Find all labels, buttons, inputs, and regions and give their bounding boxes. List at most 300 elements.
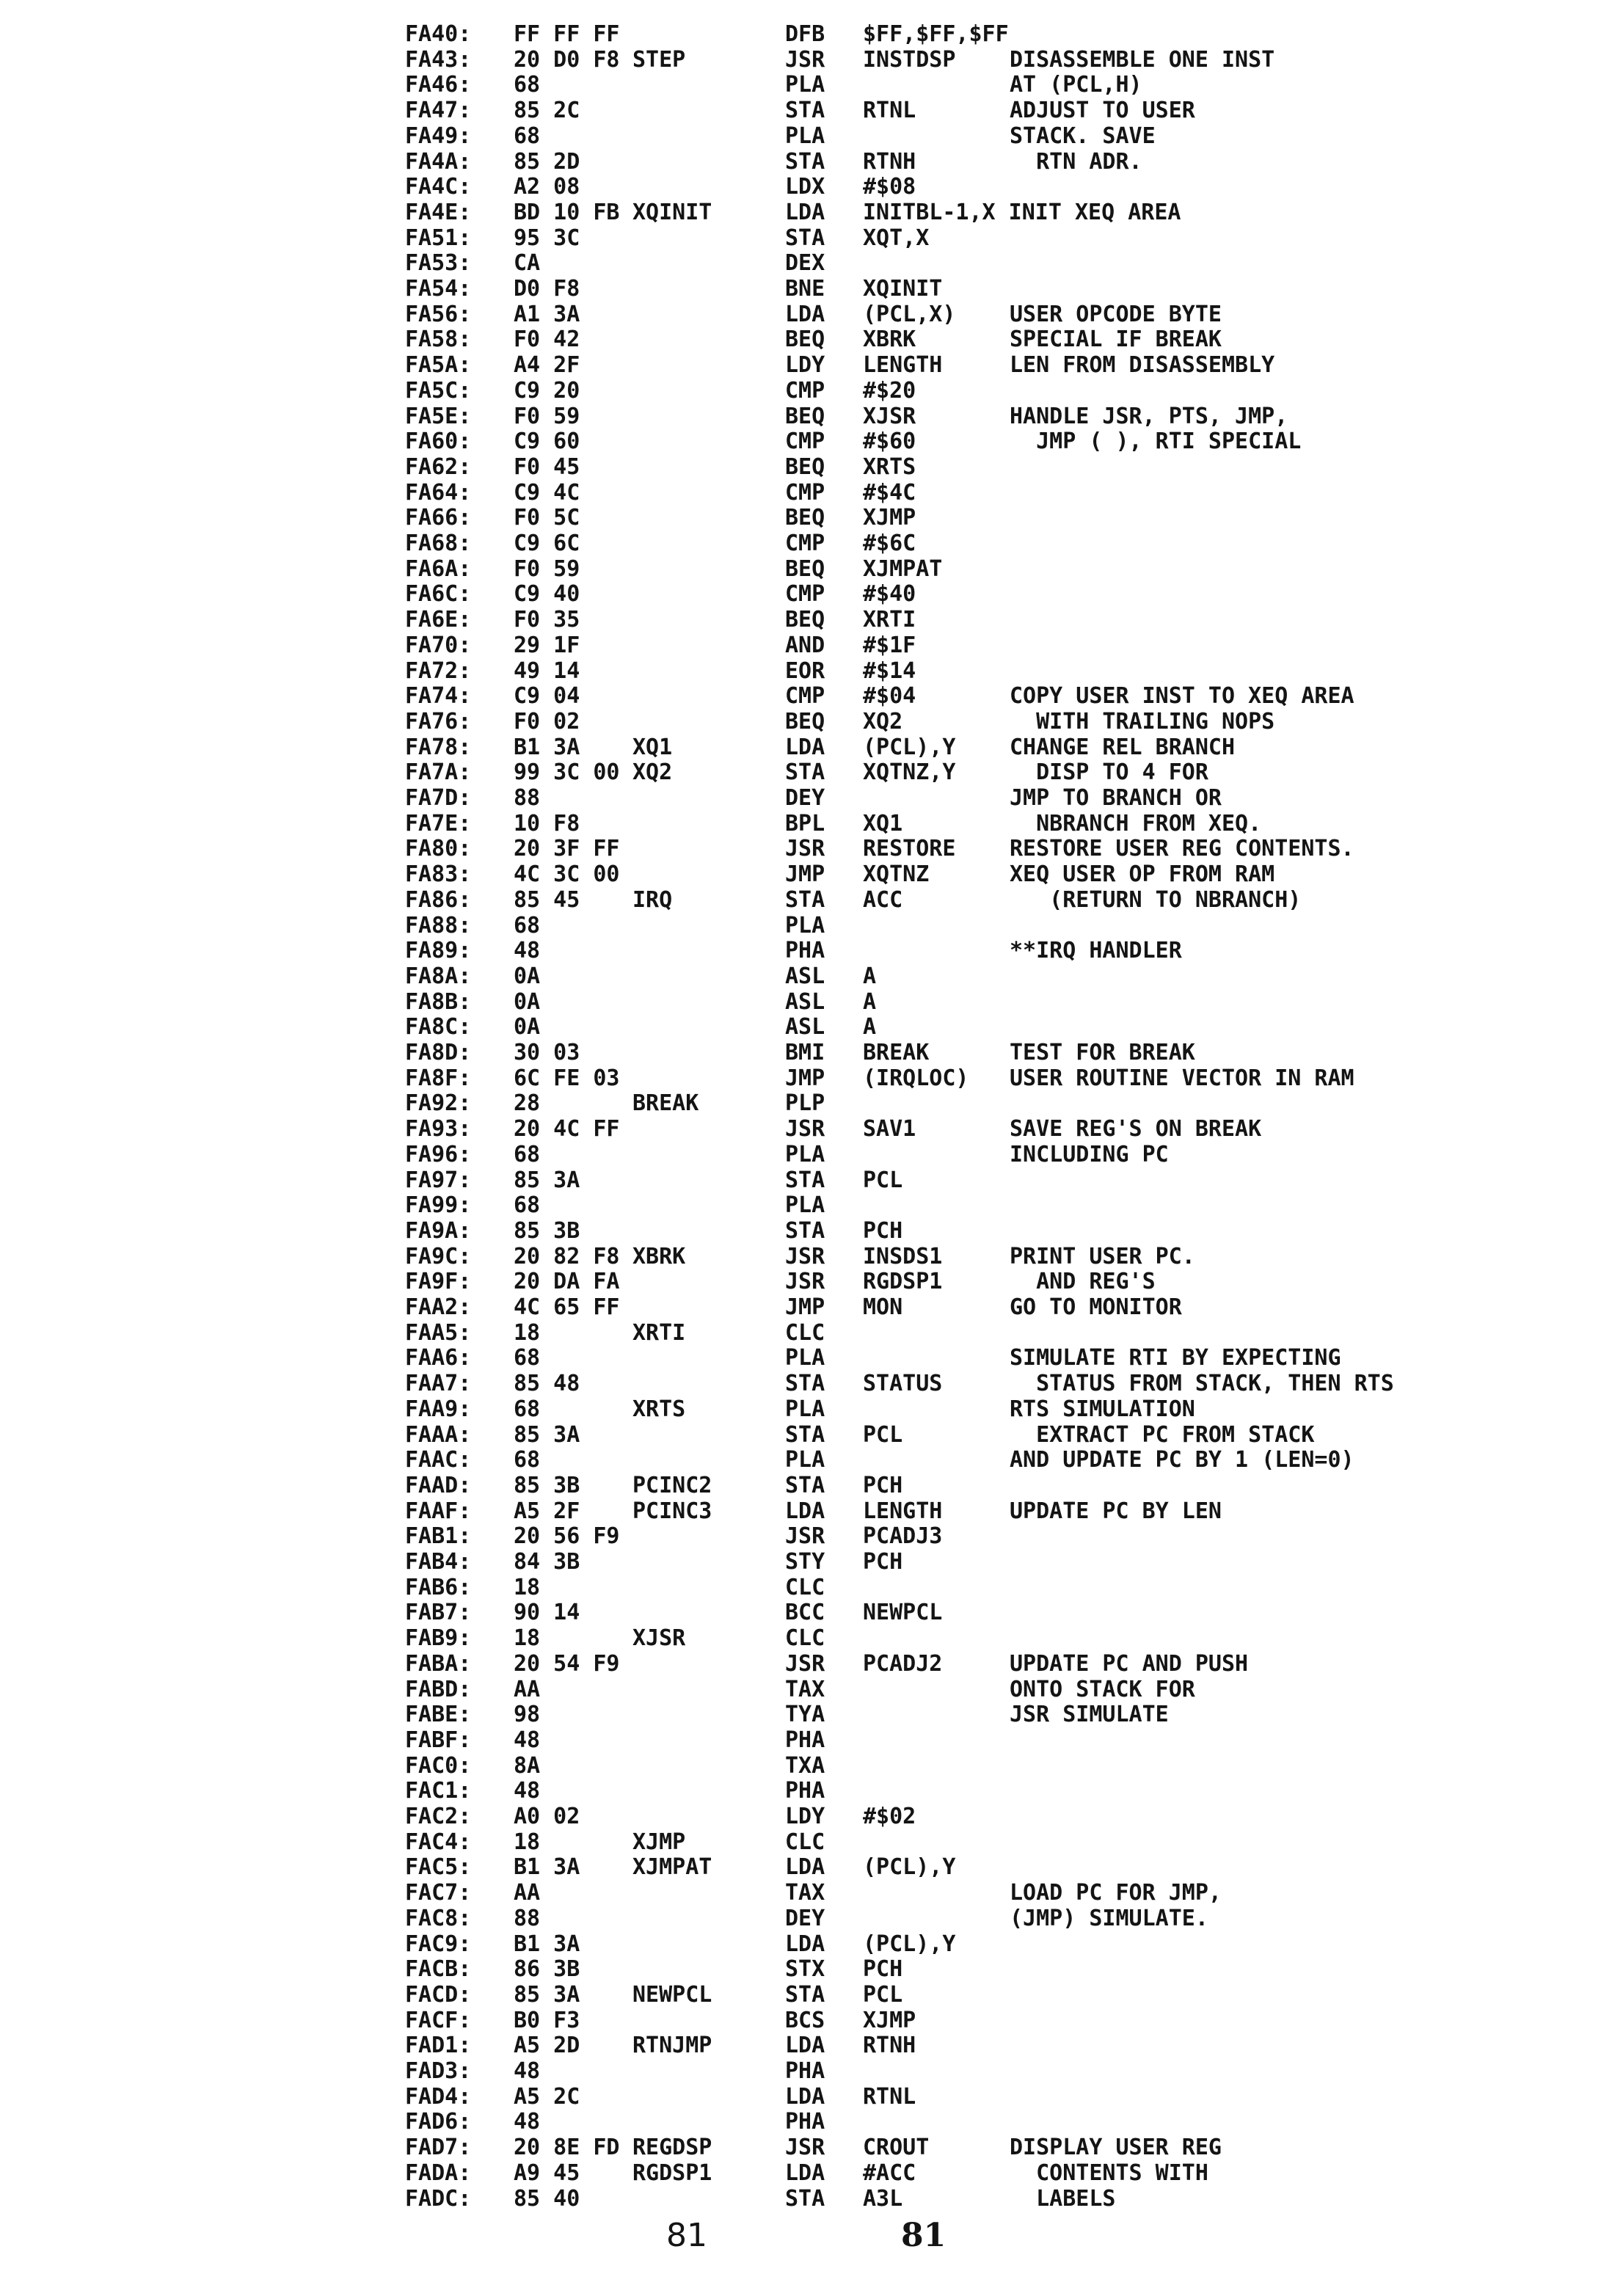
listing-line [0,124,1623,149]
opcode: STA [785,1167,825,1193]
operand: RESTORE [863,836,956,862]
line-comment: SPECIAL IF BREAK [1010,327,1222,353]
address: FA76: [405,708,472,735]
operand: BREAK [863,1040,930,1065]
opcode: JSR [785,1523,825,1550]
opcode: JSR [785,1650,825,1677]
object-bytes: 85 3A [514,1167,580,1193]
symbol-label: IRQ [632,886,673,913]
opcode: BEQ [785,555,825,582]
listing-line [0,1855,1623,1880]
listing-line [0,200,1623,225]
object-bytes: 4C 65 FF [514,1294,620,1320]
address: FA89: [405,938,472,964]
address: FA53: [405,250,472,277]
object-bytes: 95 3C [514,225,580,251]
operand: #$1F [863,632,916,658]
object-bytes: 20 4C FF [514,1116,620,1142]
address: FA97: [405,1167,472,1193]
operand: #$14 [863,657,916,684]
line-comment: HANDLE JSR, PTS, JMP, [1010,403,1288,429]
listing-line [0,837,1623,861]
opcode: STA [785,1981,825,2008]
operand: RTNL [863,98,916,124]
operand: CROUT [863,2135,930,2161]
symbol-label: STEP [632,46,686,73]
address: FAAC: [405,1447,472,1473]
operand: XJMP [863,505,916,531]
operand: RTNH [863,2033,916,2059]
listing-line [0,1193,1623,1218]
symbol-label: BREAK [632,1090,699,1117]
address: FA83: [405,861,472,888]
opcode: CLC [785,1829,825,1855]
object-bytes: C9 20 [514,377,580,404]
listing-line [0,175,1623,200]
opcode: JSR [785,2135,825,2161]
object-bytes: 20 54 F9 [514,1650,620,1677]
operand: (PCL),Y [863,1854,956,1881]
listing-line [0,557,1623,582]
listing-line [0,2161,1623,2186]
object-bytes: B1 3A [514,1854,580,1881]
address: FABD: [405,1676,472,1702]
object-bytes: 85 45 [514,886,580,913]
line-comment: SAVE REG'S ON BREAK [1010,1116,1262,1142]
object-bytes: 68 [514,1141,541,1167]
line-comment: LABELS [1010,2185,1116,2212]
symbol-label: REGDSP [632,2135,712,2161]
listing-line [0,1295,1623,1320]
listing-line [0,786,1623,811]
address: FAAF: [405,1498,472,1524]
line-comment: STATUS FROM STACK, THEN RTS [1010,1371,1394,1397]
operand: XQINIT [863,276,943,302]
operand: #$04 [863,683,916,710]
opcode: PHA [785,938,825,964]
address: FA47: [405,98,472,124]
address: FAD4: [405,2083,472,2110]
line-comment: CHANGE REL BRANCH [1010,734,1236,760]
opcode: JMP [785,1065,825,1091]
address: FACD: [405,1981,472,2008]
object-bytes: 20 3F FF [514,836,620,862]
listing-line [0,98,1623,123]
opcode: CMP [785,429,825,455]
listing-line [0,353,1623,378]
listing-line [0,608,1623,633]
object-bytes: C9 6C [514,531,580,556]
line-comment: PRINT USER PC. [1010,1243,1195,1269]
listing-line [0,1346,1623,1371]
object-bytes: 30 03 [514,1040,580,1065]
address: FA58: [405,327,472,353]
listing-line [0,1015,1623,1040]
address: FA86: [405,886,472,913]
listing-line [0,1499,1623,1524]
operand: XJMP [863,2007,916,2033]
object-bytes: C9 40 [514,581,580,608]
listing-line [0,1142,1623,1167]
opcode: ASL [785,1014,825,1041]
listing-line [0,1906,1623,1931]
object-bytes: A5 2D [514,2033,580,2059]
address: FABE: [405,1702,472,1728]
listing-line [0,1448,1623,1473]
listing-line [0,1957,1623,1982]
object-bytes: D0 F8 [514,276,580,302]
object-bytes: 68 [514,1447,541,1473]
object-bytes: 68 [514,72,541,98]
address: FA7D: [405,785,472,811]
listing-line [0,2008,1623,2033]
operand: XBRK [863,327,916,353]
listing-line [0,760,1623,785]
object-bytes: 85 3A [514,1421,580,1448]
listing-line [0,1575,1623,1600]
line-comment: AND REG'S [1010,1269,1156,1295]
line-comment: ADJUST TO USER [1010,98,1195,124]
address: FA70: [405,632,472,658]
line-comment: CONTENTS WITH [1010,2160,1208,2186]
line-comment: RTN ADR. [1010,148,1142,175]
symbol-label: XJMPAT [632,1854,712,1881]
address: FAA5: [405,1319,472,1346]
listing-line [0,735,1623,760]
operand: #$60 [863,429,916,455]
object-bytes: AA [514,1880,541,1906]
opcode: LDA [785,1931,825,1957]
opcode: STX [785,1956,825,1983]
listing-line [0,2085,1623,2110]
operand: MON [863,1294,903,1320]
listing-line [0,1321,1623,1346]
line-comment: STACK. SAVE [1010,123,1156,149]
listing-line [0,73,1623,98]
listing-line [0,1881,1623,1906]
object-bytes: F0 59 [514,555,580,582]
address: FAC2: [405,1804,472,1829]
opcode: ASL [785,963,825,989]
object-bytes: 29 1F [514,632,580,658]
address: FA8C: [405,1014,472,1041]
opcode: JMP [785,1294,825,1320]
opcode: STA [785,2185,825,2212]
listing-line [0,226,1623,251]
operand: PCL [863,1421,903,1448]
operand: INSTDSP [863,46,956,73]
line-comment: ONTO STACK FOR [1010,1676,1195,1702]
opcode: PLP [785,1090,825,1117]
address: FA40: [405,21,472,47]
object-bytes: A5 2F [514,1498,580,1524]
object-bytes: 85 3B [514,1217,580,1244]
listing-line [0,1754,1623,1779]
object-bytes: 18 [514,1319,541,1346]
operand: PCH [863,1217,903,1244]
object-bytes: 84 3B [514,1549,580,1575]
object-bytes: 68 [514,1192,541,1219]
object-bytes: 28 [514,1090,541,1117]
listing-line [0,379,1623,404]
listing-line [0,1397,1623,1422]
opcode: DFB [785,21,825,47]
opcode: BEQ [785,403,825,429]
operand: LENGTH [863,1498,943,1524]
address: FA43: [405,46,472,73]
operand: #ACC [863,2160,916,2186]
opcode: TXA [785,1752,825,1779]
operand: PCADJ3 [863,1523,943,1550]
opcode: BEQ [785,327,825,353]
operand: A [863,963,877,989]
address: FA5E: [405,403,472,429]
object-bytes: 85 3A [514,1981,580,2008]
operand: STATUS [863,1371,943,1397]
object-bytes: 99 3C 00 [514,759,620,786]
address: FA4C: [405,174,472,200]
opcode: BMI [785,1040,825,1065]
object-bytes: 0A [514,963,541,989]
operand: #$02 [863,1804,916,1829]
line-comment: RESTORE USER REG CONTENTS. [1010,836,1354,862]
opcode: LDY [785,352,825,379]
operand: #$4C [863,479,916,506]
opcode: STA [785,225,825,251]
listing-line [0,2059,1623,2084]
object-bytes: 8A [514,1752,541,1779]
opcode: STA [785,1472,825,1498]
opcode: PLA [785,1192,825,1219]
listing-line [0,404,1623,429]
opcode: CMP [785,377,825,404]
symbol-label: XQ2 [632,759,673,786]
symbol-label: RTNJMP [632,2033,712,2059]
listing-line [0,1728,1623,1753]
address: FAA9: [405,1396,472,1422]
listing-line [0,1117,1623,1142]
listing-line [0,1550,1623,1575]
object-bytes: 10 F8 [514,810,580,837]
operand: NEWPCL [863,1600,943,1626]
address: FAC1: [405,1778,472,1804]
address: FA68: [405,531,472,556]
address: FAD6: [405,2109,472,2135]
opcode: DEX [785,250,825,277]
opcode: STA [785,98,825,124]
page-number-left: 81 [666,2217,707,2254]
address: FA99: [405,1192,472,1219]
object-bytes: 49 14 [514,657,580,684]
address: FA5C: [405,377,472,404]
symbol-label: PCINC2 [632,1472,712,1498]
listing-line [0,2187,1623,2212]
opcode: JSR [785,1269,825,1295]
object-bytes: 0A [514,988,541,1015]
opcode: STA [785,1217,825,1244]
object-bytes: 48 [514,2058,541,2084]
address: FAB4: [405,1549,472,1575]
opcode: LDX [785,174,825,200]
listing-line [0,633,1623,658]
line-comment: (JMP) SIMULATE. [1010,1905,1208,1931]
line-comment: JSR SIMULATE [1010,1702,1169,1728]
operand: #$6C [863,531,916,556]
listing-line [0,990,1623,1015]
opcode: LDY [785,1804,825,1829]
listing-line [0,1830,1623,1855]
address: FA4E: [405,199,472,225]
opcode: CMP [785,479,825,506]
opcode: PLA [785,1447,825,1473]
opcode: BEQ [785,607,825,633]
address: FA9A: [405,1217,472,1244]
address: FA88: [405,912,472,939]
line-comment: LOAD PC FOR JMP, [1010,1880,1222,1906]
operand: PCADJ2 [863,1650,943,1677]
line-comment: UPDATE PC AND PUSH [1010,1650,1249,1677]
opcode: PLA [785,123,825,149]
operand: A [863,1014,877,1041]
listing-line [0,150,1623,175]
address: FAD1: [405,2033,472,2059]
object-bytes: 4C 3C 00 [514,861,620,888]
opcode: BCS [785,2007,825,2033]
listing-line [0,1626,1623,1651]
address: FA96: [405,1141,472,1167]
address: FA72: [405,657,472,684]
opcode: JSR [785,46,825,73]
listing-line [0,964,1623,989]
listing-line [0,429,1623,454]
object-bytes: 90 14 [514,1600,580,1626]
line-comment: (RETURN TO NBRANCH) [1010,886,1302,913]
address: FABA: [405,1650,472,1677]
opcode: PHA [785,2109,825,2135]
operand: LENGTH [863,352,943,379]
address: FA6C: [405,581,472,608]
listing-line [0,684,1623,709]
object-bytes: FF FF FF [514,21,620,47]
operand: PCL [863,1981,903,2008]
operand: XJMPAT [863,555,943,582]
object-bytes: F0 59 [514,403,580,429]
opcode: LDA [785,1854,825,1881]
opcode: LDA [785,199,825,225]
symbol-label: XRTI [632,1319,686,1346]
listing-line [0,659,1623,684]
address: FAC8: [405,1905,472,1931]
opcode: LDA [785,734,825,760]
address: FA62: [405,453,472,480]
opcode: CMP [785,683,825,710]
address: FA80: [405,836,472,862]
operand: XRTS [863,453,916,480]
line-comment: GO TO MONITOR [1010,1294,1182,1320]
symbol-label: XQINIT [632,199,712,225]
opcode: BPL [785,810,825,837]
address: FAA6: [405,1345,472,1371]
opcode: JSR [785,1243,825,1269]
opcode: STA [785,759,825,786]
opcode: CMP [785,581,825,608]
operand: XQ1 [863,810,903,837]
address: FAC9: [405,1931,472,1957]
object-bytes: B0 F3 [514,2007,580,2033]
opcode: LDA [785,1498,825,1524]
address: FA54: [405,276,472,302]
address: FAD3: [405,2058,472,2084]
opcode: AND [785,632,825,658]
line-comment: JMP TO BRANCH OR [1010,785,1222,811]
operand: $FF,$FF,$FF [863,21,1009,47]
opcode: TYA [785,1702,825,1728]
object-bytes: 88 [514,1905,541,1931]
address: FADA: [405,2160,472,2186]
address: FA7A: [405,759,472,786]
listing-line [0,1600,1623,1625]
address: FA8A: [405,963,472,989]
opcode: LDA [785,2033,825,2059]
listing-line [0,1041,1623,1065]
object-bytes: 68 [514,1345,541,1371]
listing-line [0,1423,1623,1448]
listing-line [0,302,1623,327]
line-comment: LEN FROM DISASSEMBLY [1010,352,1275,379]
listing-line [0,1779,1623,1804]
opcode: LDA [785,301,825,327]
line-comment: JMP ( ), RTI SPECIAL [1010,429,1302,455]
address: FAA2: [405,1294,472,1320]
listing-line [0,506,1623,531]
symbol-label: XQ1 [632,734,673,760]
object-bytes: C9 4C [514,479,580,506]
listing-line [0,710,1623,735]
address: FA64: [405,479,472,506]
opcode: STA [785,886,825,913]
address: FA5A: [405,352,472,379]
page-number-right: 81 [901,2217,947,2254]
opcode: PLA [785,1396,825,1422]
opcode: TAX [785,1880,825,1906]
operand: SAV1 [863,1116,916,1142]
line-comment: COPY USER INST TO XEQ AREA [1010,683,1354,710]
opcode: LDA [785,2160,825,2186]
line-comment: TEST FOR BREAK [1010,1040,1195,1065]
operand: ACC [863,886,903,913]
object-bytes: BD 10 FB [514,199,620,225]
opcode: CLC [785,1319,825,1346]
address: FA66: [405,505,472,531]
object-bytes: 68 [514,1396,541,1422]
line-comment: DISPLAY USER REG [1010,2135,1222,2161]
listing-line [0,22,1623,47]
object-bytes: 85 48 [514,1371,580,1397]
listing-line [0,1983,1623,2008]
object-bytes: F0 5C [514,505,580,531]
symbol-label: XJMP [632,1829,686,1855]
address: FA8D: [405,1040,472,1065]
address: FAB1: [405,1523,472,1550]
listing-line [0,914,1623,939]
listing-line [0,1932,1623,1957]
object-bytes: 0A [514,1014,541,1041]
operand: (PCL),Y [863,734,956,760]
operand: RGDSP1 [863,1269,943,1295]
object-bytes: F0 02 [514,708,580,735]
operand: #$08 [863,174,916,200]
operand: (PCL,X) [863,301,956,327]
